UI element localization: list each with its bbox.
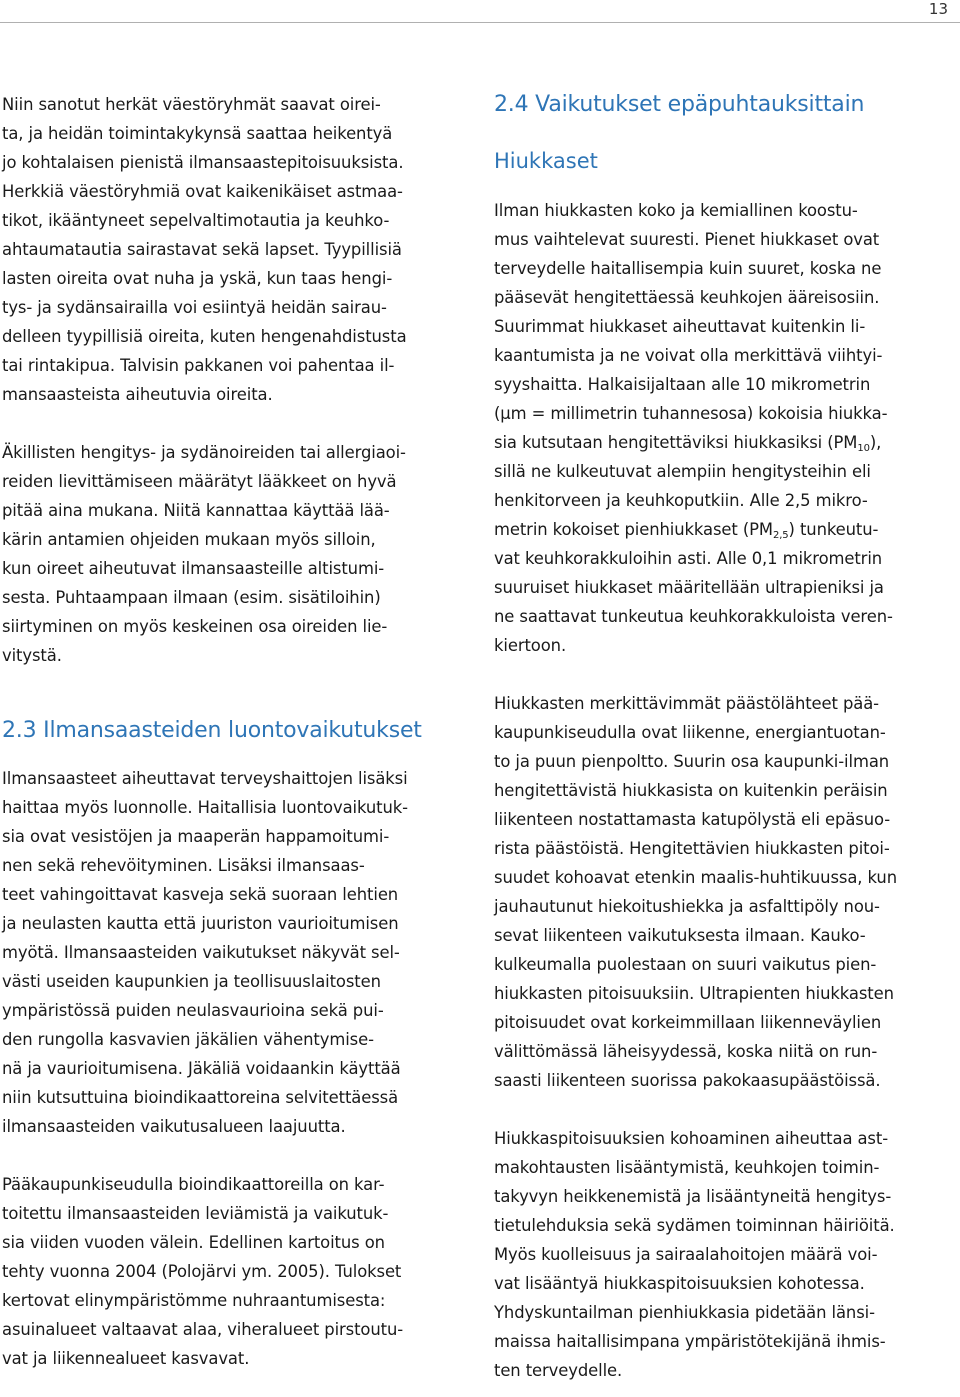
text-line: Hiukkaspitoisuuksien kohoaminen aiheuttaa ast- xyxy=(494,1129,889,1148)
text-line: niin kutsuttuina bioindikaattoreina selvitettäessä xyxy=(2,1088,399,1107)
text-line: takyvyn heikkenemistä ja lisääntyneitä hengitys- xyxy=(494,1187,892,1206)
text-line: siirtyminen on myös keskeinen osa oireiden lie- xyxy=(2,617,388,636)
text-line: mus vaihtelevat suuresti. Pienet hiukkaset ovat xyxy=(494,230,880,249)
text-line: maissa haitallisimpana ympäristötekijänä ihmis- xyxy=(494,1332,886,1351)
text-line: sillä ne kulkeutuvat alempiin hengitysteihin eli xyxy=(494,462,871,481)
text-line: Suurimmat hiukkaset aiheuttavat kuitenkin li- xyxy=(494,317,866,336)
text-line: sesta. Puhtaampaan ilmaan (esim. sisätiloihin) xyxy=(2,588,381,607)
text-line: henkitorveen ja keuhkoputkiin. Alle 2,5 mikro- xyxy=(494,491,868,510)
paragraph-nature-effects xyxy=(2,764,460,1141)
pm10-subscript: 10 xyxy=(857,443,870,454)
text-line: toitettu ilmansaasteiden leviämistä ja vaikutuk- xyxy=(2,1204,389,1223)
text-line: mansaasteista aiheutuvia oireita. xyxy=(2,385,273,404)
text-line: rista päästöistä. Hengitettävien hiukkasten pitoi- xyxy=(494,839,890,858)
text-line: Myös kuolleisuus ja sairaalahoitojen määrä voi- xyxy=(494,1245,878,1264)
text-line: suuruiset hiukkaset määritellään ultrapieniksi ja xyxy=(494,578,884,597)
text-line: ne saattavat tunkeutua keuhkorakkuloista veren- xyxy=(494,607,893,626)
header-rule xyxy=(0,22,960,23)
text-line: jo kohtalaisen pienistä ilmansaastepitoisuuksista. xyxy=(2,153,404,172)
text-line: sia ovat vesistöjen ja maaperän happamoitumi- xyxy=(2,827,390,846)
text-line: hiukkasten pitoisuuksiin. Ultrapienten hiukkasten xyxy=(494,984,894,1003)
text-line: västi useiden kaupunkien ja teollisuuslaitosten xyxy=(2,972,381,991)
text-line: lasten oireita ovat nuha ja yskä, kun taas hengi- xyxy=(2,269,393,288)
text-line: pitoisuudet ovat korkeimmillaan liikenneväylien xyxy=(494,1013,882,1032)
text-line: sevat liikenteen vaikutuksesta ilmaan. Kauko- xyxy=(494,926,866,945)
text-line: saasti liikenteen suorissa pakokaasupäästöissä. xyxy=(494,1071,881,1090)
paragraph-emission-sources xyxy=(494,689,952,1095)
text-line: haittaa myös luonnolle. Haitallisia luontovaikutuk- xyxy=(2,798,408,817)
text-line: kaantumista ja ne voivat olla merkittävä viihtyi- xyxy=(494,346,883,365)
paragraph-particle-sizes xyxy=(494,196,952,660)
paragraph-bioindicators xyxy=(2,1170,460,1373)
line-pm25: metrin kokoiset pienhiukkaset $(PM_{2,5})$ tunkeutu- xyxy=(494,520,879,541)
text-line: kärin antamien ohjeiden mukaan myös silloin, xyxy=(2,530,376,549)
text-line: kertovat elinympäristömme nuhraantumisesta: xyxy=(2,1291,386,1310)
text-line: tai rintakipua. Talvisin pakkanen voi pahentaa il- xyxy=(2,356,395,375)
text-line: delleen tyypillisiä oireita, kuten hengenahdistusta xyxy=(2,327,407,346)
text-line: Hiukkasten merkittävimmät päästölähteet pää- xyxy=(494,694,879,713)
text-line: suudet kohoavat etenkin maalis-huhtikuussa, kun xyxy=(494,868,897,887)
heading-nature-effects: 2.3 Ilmansaasteiden luontovaikutukset xyxy=(2,718,422,743)
text-line: hengitettävistä hiukkasista on kuitenkin peräisin xyxy=(494,781,888,800)
text-line: tehty vuonna 2004 (Polojärvi ym. 2005). Tulokset xyxy=(2,1262,402,1281)
line-pm10: sia kutsutaan hengitettäviksi hiukkasiksi $(PM_{10})$, xyxy=(494,433,882,454)
text-line: liikenteen nostattamasta katupölystä eli epäsuo- xyxy=(494,810,891,829)
paragraph-sensitive-groups xyxy=(2,90,460,409)
text-line: ja neulasten kautta että juuriston vaurioitumisen xyxy=(2,914,399,933)
text-line: tys- ja sydänsairailla voi esiintyä heidän sairau- xyxy=(2,298,387,317)
paragraph-health-effects xyxy=(494,1124,952,1385)
pm25-subscript: 2,5 xyxy=(772,530,789,541)
text-line: den rungolla kasvavien jäkälien vähentymise- xyxy=(2,1030,374,1049)
text-line: ta, ja heidän toimintakykynsä saattaa heikentyä xyxy=(2,124,393,143)
text-line: nen sekä rehevöityminen. Lisäksi ilmansaas- xyxy=(2,856,365,875)
text-line: kulkeumalla puolestaan on suuri vaikutus pien- xyxy=(494,955,877,974)
text-line: makohtausten lisääntymistä, keuhkojen toimin- xyxy=(494,1158,880,1177)
text-line: tikot, ikääntyneet sepelvaltimotautia ja keuhko- xyxy=(2,211,390,230)
text-line: Yhdyskuntailman pienhiukkasia pidetään länsi- xyxy=(494,1303,875,1322)
text-line: välittömässä läheisyydessä, koska niitä on run- xyxy=(494,1042,878,1061)
text-line: pääsevät hengitettäessä keuhkojen ääreisosiin. xyxy=(494,288,880,307)
text-line: (µm = millimetrin tuhannesosa) kokoisia hiukka- xyxy=(494,404,888,423)
text-line: syyshaitta. Halkaisijaltaan alle 10 mikrometrin xyxy=(494,375,871,394)
text-line: tietulehduksia sekä sydämen toiminnan häiriöitä. xyxy=(494,1216,895,1235)
text-line: Herkkiä väestöryhmiä ovat kaikenikäiset astmaa- xyxy=(2,182,403,201)
text-line: Äkillisten hengitys- ja sydänoireiden tai allergiaoi- xyxy=(2,443,406,462)
right-column xyxy=(494,90,952,1385)
text-line: asuinalueet valtaavat alaa, viheralueet pirstoutu- xyxy=(2,1320,404,1339)
text-line: sia viiden vuoden välein. Edellinen kartoitus on xyxy=(2,1233,385,1252)
left-column xyxy=(2,90,460,1373)
text-line: vat lisääntyä hiukkaspitoisuuksien kohotessa. xyxy=(494,1274,865,1293)
text-line: vitystä. xyxy=(2,646,62,665)
text-line: ahtaumatautia sairastavat sekä lapset. Tyypillisiä xyxy=(2,240,402,259)
paragraph-medication xyxy=(2,438,460,670)
text-line: Niin sanotut herkät väestöryhmät saavat oirei- xyxy=(2,95,381,114)
text-line: myötä. Ilmansaasteiden vaikutukset näkyvät sel- xyxy=(2,943,400,962)
text-line: to ja puun pienpoltto. Suurin osa kaupunki-ilman xyxy=(494,752,890,771)
subheading-particles: Hiukkaset xyxy=(494,149,598,173)
text-line: jauhautunut hiekoitushiekka ja asfalttipöly nou- xyxy=(494,897,880,916)
text-line: nä ja vaurioitumisena. Jäkäliä voidaankin käyttää xyxy=(2,1059,401,1078)
page-number: 13 xyxy=(928,0,948,18)
text-line: Ilmansaasteet aiheuttavat terveyshaittojen lisäksi xyxy=(2,769,408,788)
text-line: pitää aina mukana. Niitä kannattaa käyttää lää- xyxy=(2,501,390,520)
text-line: kiertoon. xyxy=(494,636,567,655)
text-line: terveydelle haitallisempia kuin suuret, koska ne xyxy=(494,259,882,278)
heading-effects-by-pollutant: 2.4 Vaikutukset epäpuhtauksittain xyxy=(494,92,865,117)
text-line: ilmansaasteiden vaikutusalueen laajuutta. xyxy=(2,1117,346,1136)
text-line: Ilman hiukkasten koko ja kemiallinen koostu- xyxy=(494,201,858,220)
text-line: teet vahingoittavat kasveja sekä suoraan lehtien xyxy=(2,885,399,904)
text-line: ten terveydelle. xyxy=(494,1361,623,1380)
text-line: kun oireet aiheutuvat ilmansaasteille altistumi- xyxy=(2,559,385,578)
text-line: reiden lievittämiseen määrätyt lääkkeet on hyvä xyxy=(2,472,397,491)
text-line: kaupunkiseudulla ovat liikenne, energiantuotan- xyxy=(494,723,886,742)
text-line: Pääkaupunkiseudulla bioindikaattoreilla on kar- xyxy=(2,1175,385,1194)
text-line: vat ja liikennealueet kasvavat. xyxy=(2,1349,250,1368)
text-line: vat keuhkorakkuloihin asti. Alle 0,1 mikrometrin xyxy=(494,549,883,568)
text-line: ympäristössä puiden neulasvaurioina sekä pui- xyxy=(2,1001,384,1020)
